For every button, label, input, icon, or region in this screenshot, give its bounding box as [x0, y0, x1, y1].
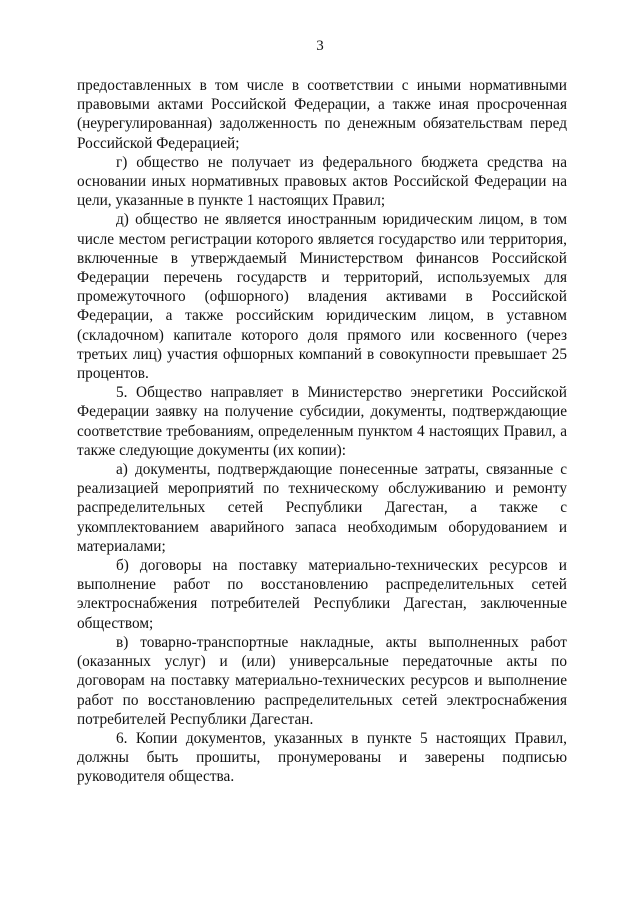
paragraph-item-a: а) документы, подтверждающие понесенные затраты, связанные с реализацией мероприятий по техническому обслуживанию и ремонту распределительных сетей Республики Дагестан, а также с укомплектованием аварийного запаса необходимым оборудованием и материалами; — [77, 461, 567, 555]
paragraph-clause-6: 6. Копии документов, указанных в пункте 5 настоящих Правил, должны быть прошиты, пронумерованы и заверены подписью руководителя общества. — [77, 729, 567, 786]
paragraph-item-v: в) товарно-транспортные накладные, акты выполненных работ (оказанных услуг) и (или) универсальные передаточные акты по договорам на поставку материально-технических ресурсов и выполнение работ по восстановлению распределительных сетей электроснабжения потребителей Республики Дагестан. — [77, 633, 567, 728]
page-number: 3 — [316, 38, 324, 54]
paragraph-item-b: б) договоры на поставку материально-технических ресурсов и выполнение работ по восстановлению распределительных сетей электроснабжения потребителей Республики Дагестан, заключенные обществом; — [77, 557, 567, 632]
paragraph-continuation: предоставленных в том числе в соответствии с иными нормативными правовыми актами Российской Федерации, а также иная просроченная (неурегулированная) задолженность по денежным обязательствам перед Российской Федерацией; — [77, 77, 567, 152]
paragraph-item-d: д) общество не является иностранным юридическим лицом, в том числе местом регистрации которого является государство или территория, включенные в утверждаемый Министерством финансов Российской Федерации перечень государств и территорий, используемых для промежуточного (офшорного) владения активами в Российской Федерации, а также российским юридическим лицом, в уставном (складочном) капитале которого доля прямого или косвенного (через третьих лиц) участия офшорных компаний в совокупности превышает 25 процентов. — [77, 211, 567, 383]
paragraph-clause-5: 5. Общество направляет в Министерство энергетики Российской Федерации заявку на получение субсидии, документы, подтверждающие соответствие требованиям, определенным пунктом 4 настоящих Правил, а также следующие документы (их копии): — [77, 384, 567, 459]
paragraph-item-g: г) общество не получает из федерального бюджета средства на основании иных нормативных правовых актов Российской Федерации на цели, указанные в пункте 1 настоящих Правил; — [77, 153, 567, 210]
document-body — [77, 76, 567, 787]
